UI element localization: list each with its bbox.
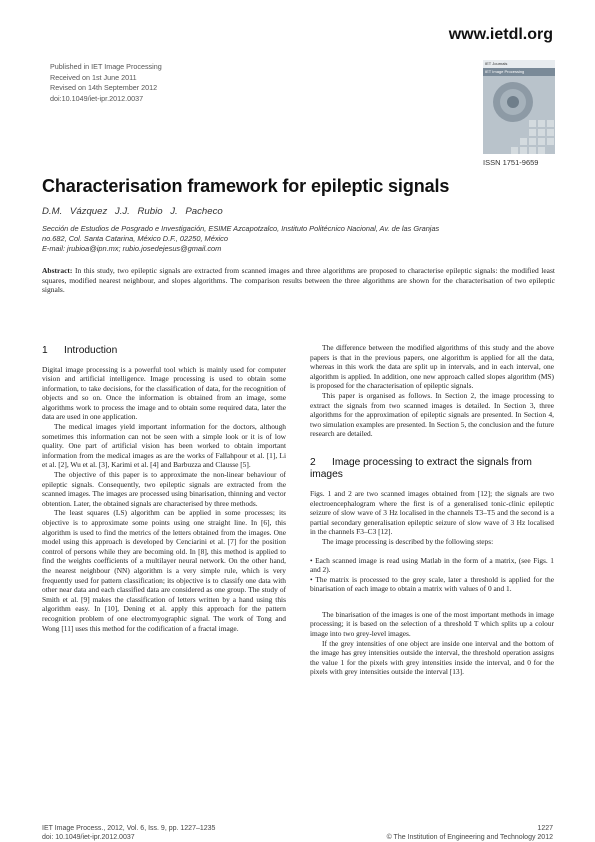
cover-artwork [483, 76, 555, 154]
section2-paragraph-1: Figs. 1 and 2 are two scanned images obtained from [12]; the signals are two electroencephalogram where the first is of a generalised tonic-clinic epileptic seizure of slow wave of 3 Hz localised in the channels T3–T5 and the second is a partial secondary generalisation epileptic seizure of slow wave of 3 Hz localised in the channels F3–C3 [12]. [310, 488, 554, 537]
footer-journal: IET Image Process., 2012, Vol. 6, Iss. 9, pp. 1227–1235 [42, 825, 216, 832]
abstract-text: In this study, two epileptic signals are extracted from scanned images and three algorithms are proposed to characterise epileptic signals: the modified least squares, modified nearest neighbour, and slopes algorithms. The comparison results between the three algorithms are shown for the characterisation of two epileptic signals. [42, 266, 556, 295]
paper-authors: D.M. Vázquez J.J. Rubio J. Pacheco [42, 206, 223, 217]
section-1-heading [42, 345, 286, 358]
section2-paragraph-3: The binarisation of the images is one of the most important methods in image processing; it is based on the selection of a threshold T which splits up a colour image into two grey-level images. [310, 609, 554, 639]
intro-paragraph-5: The difference between the modified algorithms of this study and the above papers is that in the previous papers, one algorithm is applied for all the data, whereas in this work the data are split up in intervals, and in each interval, one algorithm is applied. In addition, one new approach called slopes algorithm (MS) is proposed for the characterisation of epileptic signals. [310, 343, 554, 391]
issn: ISSN 1751-9659 [483, 158, 539, 167]
intro-paragraph-1: Digital image processing is a powerful tool which is mainly used for computer vision and artificial intelligence. Image processing is used to obtain some information, to take decisions, for the classification of data, for the recognition of objects and so on. Once the information is obtained from an image, some algorithms work to process the image and to obtain some required data, later the data are used in one application. [42, 364, 286, 422]
intro-paragraph-2: The medical images yield important information for the doctors, although sometimes this information can not be seen with a simple look or it is of low quality. One part of artificial vision has been worked to obtain important information from the medical images as are the works of Fallahpour et al. [1], Li et al. [2], Wu et al. [3], Karimi et al. [4] and Barbuzza and Clausse [5]. [42, 422, 286, 470]
doi-header: doi:10.1049/iet-ipr.2012.0037 [50, 93, 144, 103]
bullet-item-1: • Each scanned image is read using Matlab in the form of a matrix, (see Figs. 1 and 2). [310, 555, 554, 575]
copyright: © The Institution of Engineering and Technology 2012 [386, 834, 553, 842]
section2-paragraph-2: The image processing is described by the following steps: [322, 536, 494, 546]
right-column [310, 343, 554, 677]
revised-date: Revised on 14th September 2012 [50, 83, 158, 93]
section2-paragraph-4: If the grey intensities of one object are inside one interval and the bottom of the image has grey intensities outside the interval, the threshold operation assigns the value 1 for the pixels with grey intensities inside the interval, and 0 for the pixels with grey intensities outside the interval [13]. [310, 638, 554, 677]
journal-url[interactable]: www.ietdl.org [448, 26, 553, 43]
affiliation-line-1: Sección de Estudios de Posgrado e Investigación, ESIME Azcapotzalco, Instituto Politécnico Nacional, Av. de las Granjas [42, 224, 440, 233]
page-number: 1227 [537, 825, 553, 832]
paper-title: Characterisation framework for epileptic signals [42, 176, 450, 196]
abstract [42, 266, 555, 295]
publication-info [50, 62, 162, 104]
section-1-number: 1 [42, 345, 48, 356]
section-2-heading [310, 457, 554, 482]
abstract-label: Abstract: [42, 266, 73, 275]
footer-doi: doi: 10.1049/iet-ipr.2012.0037 [42, 834, 135, 842]
section-2-number: 2 [310, 456, 316, 468]
intro-paragraph-4: The least squares (LS) algorithm can be applied in some processes; its objective is to approximate some points using one straight line. In [6], this algorithm is used to find the metrics of the letters obtained from the images. One model using this approach is developed by Cenciarini et al. [7] for the position control of persons while they are becoming old. In [8], this method is applied to find the weights coefficients of a multilayer neural network. On the other hand, the nearest neighbour (NN) algorithm is a very simple rule, which is very frequently used for pattern classification; its objective is to classify one data with other near data and each classified data are considered as one group. The study of Smith et al. [9] makes the classification of letters written by a hand using this algorithm easy. In [10], Dening et al. apply this approach for the pattern recognition problem of one electromyographic signal. The work of Tong and Wong [11] uses this method for the codification of a fractal image. [42, 508, 286, 633]
bullet-item-2: • The matrix is processed to the grey scale, later a threshold is applied for the binarisation of each image to obtain a matrix with values of 0 and 1. [310, 574, 554, 594]
cover-header: IET Journals [483, 60, 555, 68]
journal-cover-image [483, 60, 555, 154]
author-email[interactable]: E-mail: jrubioa@ipn.mx; rubio.josedejesus@gmail.com [42, 244, 222, 254]
left-column [42, 343, 286, 633]
cover-title: IET Image Processing [483, 68, 555, 76]
received-date: Received on 1st June 2011 [50, 72, 137, 82]
author-affiliation [42, 224, 557, 255]
footer-page-info [387, 824, 553, 842]
affiliation-line-2: no.682, Col. Santa Catarina, México D.F., 02250, México [42, 234, 228, 244]
intro-paragraph-6: This paper is organised as follows. In Section 2, the image processing to extract the signals from two scanned images is detailed. In Section 3, three algorithms for the approximation of epileptic signals are presented. In Section 4, two simulation examples are presented. In Section 5, the conclusion and the future research are detailed. [310, 390, 554, 439]
footer-citation [42, 824, 215, 842]
intro-paragraph-3: The objective of this paper is to approximate the non-linear behaviour of epileptic signals. Consequently, two epileptic signals are extracted from the scanned images. The images are processed using binarisation, thinning and vector obtention. Later, the obtained signals are characterised by three methods. [42, 470, 286, 508]
published-in: Published in IET Image Processing [50, 62, 162, 71]
section-2-title: Image processing to extract the signals from images [310, 456, 532, 481]
section-1-title: Introduction [64, 345, 118, 356]
